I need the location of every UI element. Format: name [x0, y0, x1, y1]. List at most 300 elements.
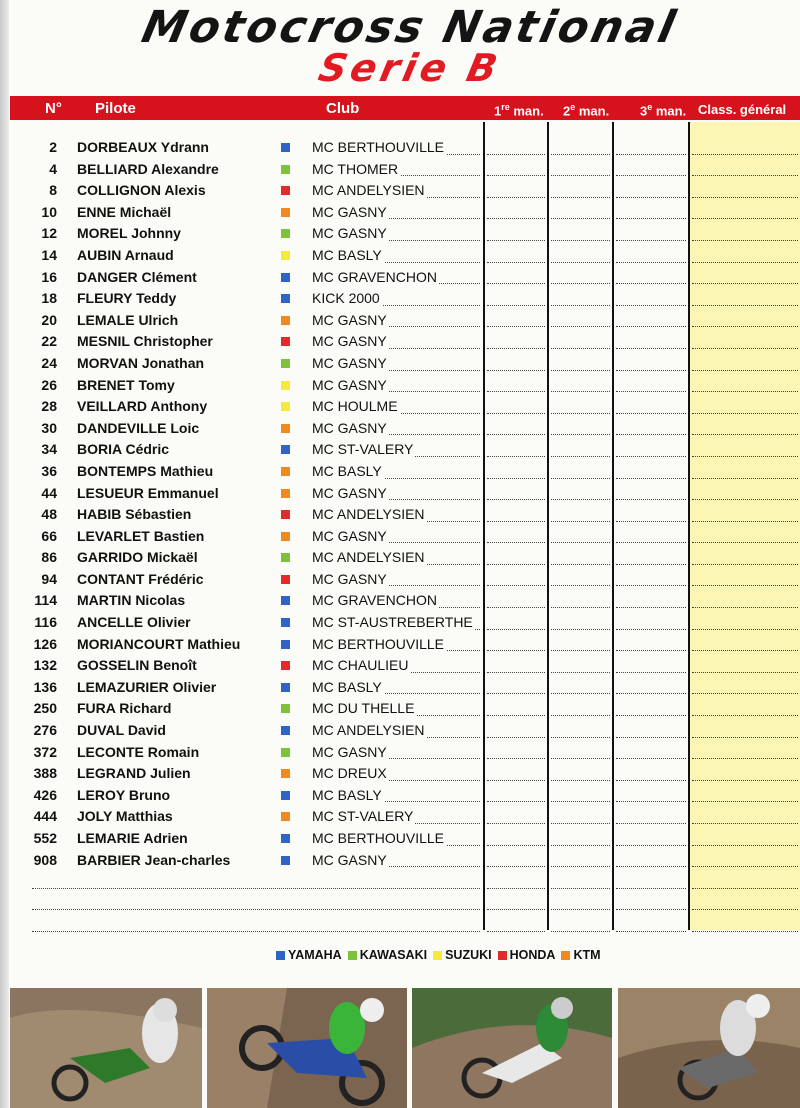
dotted-entry-line [551, 370, 610, 371]
rider-club: MC ANDELYSIEN [312, 722, 425, 739]
rider-number: 36 [41, 462, 57, 479]
dotted-entry-line [692, 197, 798, 198]
dotted-entry-line [692, 521, 798, 522]
brand-color-square [281, 596, 290, 605]
rider-number: 126 [33, 635, 57, 652]
rider-row [0, 222, 800, 244]
brand-color-square [281, 208, 290, 217]
legend-label: YAMAHA [288, 948, 342, 962]
dotted-entry-line [551, 909, 610, 910]
dotted-entry-line [692, 888, 798, 889]
dotted-entry-line [551, 801, 610, 802]
rider-name: BELLIARD Alexandre [77, 160, 219, 177]
rider-club: MC GRAVENCHON [312, 592, 437, 609]
brand-color-square [281, 165, 290, 174]
rider-club: MC GASNY [312, 311, 387, 328]
dotted-entry-line [692, 218, 798, 219]
legend-color-square [348, 951, 357, 960]
rider-club: MC BERTHOUVILLE [312, 830, 444, 846]
rider-number: 8 [49, 182, 57, 199]
rider-name: LESUEUR Emmanuel [77, 484, 219, 501]
brand-color-square [281, 575, 290, 584]
legend-color-square [433, 951, 442, 960]
rider-row [0, 633, 800, 655]
rider-row [0, 287, 800, 309]
rider-row [0, 266, 800, 288]
rider-row [0, 676, 800, 698]
rider-row [0, 179, 800, 201]
dotted-entry-line [692, 542, 798, 543]
rider-name: VEILLARD Anthony [77, 398, 208, 415]
dotted-entry-line [487, 326, 545, 327]
dotted-entry-line [616, 909, 686, 910]
brand-color-square [281, 445, 290, 454]
rider-number: 10 [41, 203, 57, 220]
brand-color-square [281, 316, 290, 325]
dotted-entry-line [487, 197, 545, 198]
rider-club: MC GASNY [312, 419, 387, 436]
rider-number: 552 [33, 830, 57, 846]
dotted-entry-line [551, 629, 610, 630]
dotted-entry-line [616, 305, 686, 306]
rider-club: MC BASLY [312, 786, 382, 803]
rider-number: 908 [33, 851, 57, 868]
dotted-entry-line [692, 305, 798, 306]
rider-name: LECONTE Romain [77, 743, 200, 760]
page-title: Motocross National [137, 2, 683, 53]
dotted-entry-line [616, 175, 686, 176]
dotted-entry-line [551, 758, 610, 759]
rider-name: GOSSELIN Benoît [77, 657, 197, 674]
dotted-entry-line [487, 175, 545, 176]
rider-number: 372 [33, 743, 57, 760]
rider-name: DANGER Clément [77, 268, 197, 285]
dotted-entry-line [616, 240, 686, 241]
dotted-entry-line [551, 823, 610, 824]
legend-item [433, 948, 492, 962]
rider-number: 20 [41, 311, 57, 328]
brand-color-square [281, 532, 290, 541]
brand-color-square [281, 294, 290, 303]
dotted-entry-line [616, 672, 686, 673]
col-pilot: Pilote [95, 100, 136, 117]
dotted-entry-line [551, 262, 610, 263]
rider-name: DANDEVILLE Loic [77, 419, 200, 436]
rider-club: MC GASNY [312, 851, 387, 868]
rider-name: GARRIDO Mickaël [77, 549, 198, 566]
brand-color-square [281, 467, 290, 476]
brand-color-square [281, 640, 290, 649]
dotted-entry-line [692, 478, 798, 479]
legend-color-square [498, 951, 507, 960]
dotted-entry-line [487, 305, 545, 306]
dotted-entry-line [616, 607, 686, 608]
col-general: Class. général [698, 102, 787, 117]
brand-legend [276, 948, 607, 962]
col-club: Club [326, 100, 360, 117]
dotted-entry-line [551, 391, 610, 392]
dotted-entry-line [692, 823, 798, 824]
dotted-entry-line [487, 801, 545, 802]
rider-row [0, 611, 800, 633]
brand-color-square [281, 726, 290, 735]
dotted-entry-line [551, 542, 610, 543]
dotted-entry-line [616, 521, 686, 522]
dotted-entry-line [487, 564, 545, 565]
brand-color-square [281, 791, 290, 800]
brand-color-square [281, 856, 290, 865]
rider-name: LEMAZURIER Olivier [77, 678, 217, 695]
rider-row [0, 482, 800, 504]
brand-color-square [281, 402, 290, 411]
rider-club: MC DU THELLE [312, 700, 415, 717]
dotted-entry-line [487, 391, 545, 392]
rider-row [0, 741, 800, 763]
brand-color-square [281, 229, 290, 238]
rider-number: 66 [41, 527, 57, 544]
dotted-entry-line [616, 370, 686, 371]
rider-number: 94 [41, 570, 57, 587]
dotted-entry-line [551, 154, 610, 155]
dotted-entry-line [616, 650, 686, 651]
dotted-entry-line [616, 737, 686, 738]
rider-name: MORIANCOURT Mathieu [77, 635, 241, 652]
dotted-entry-line [616, 888, 686, 889]
page-subtitle: Serie B [314, 46, 506, 90]
column-divider [688, 122, 690, 930]
motocross-rider-photo-4 [618, 988, 800, 1108]
rider-club: MC DREUX [312, 765, 387, 782]
dotted-entry-line [551, 888, 610, 889]
dotted-entry-line [616, 585, 686, 586]
dotted-entry-line [487, 931, 545, 932]
empty-entry-row [0, 870, 800, 892]
dotted-entry-line [487, 715, 545, 716]
rider-name: LEROY Bruno [77, 786, 171, 803]
dotted-entry-line [692, 564, 798, 565]
brand-color-square [281, 769, 290, 778]
rider-row [0, 827, 800, 849]
rider-name: MARTIN Nicolas [77, 592, 186, 609]
rider-number: 22 [41, 333, 57, 350]
rider-row [0, 762, 800, 784]
col-man1: 1re man. [494, 102, 544, 119]
rider-number: 34 [41, 441, 57, 458]
rider-name: BRENET Tomy [77, 376, 175, 393]
dotted-entry-line [692, 909, 798, 910]
rider-name: BORIA Cédric [77, 441, 170, 458]
rider-number: 26 [41, 376, 57, 393]
dotted-entry-line [551, 607, 610, 608]
dotted-entry-line [616, 434, 686, 435]
dotted-entry-line [692, 370, 798, 371]
dotted-entry-line [487, 456, 545, 457]
dotted-entry-line [487, 758, 545, 759]
dotted-entry-line [551, 175, 610, 176]
dotted-entry-line [487, 262, 545, 263]
dotted-entry-line [692, 693, 798, 694]
brand-color-square [281, 704, 290, 713]
dotted-entry-line [551, 283, 610, 284]
rider-number: 116 [34, 614, 57, 631]
dotted-entry-line [551, 564, 610, 565]
dotted-entry-line [551, 413, 610, 414]
rider-club: MC GASNY [312, 225, 387, 242]
brand-color-square [281, 381, 290, 390]
dotted-entry-line [692, 391, 798, 392]
dotted-entry-line [692, 262, 798, 263]
rider-row [0, 201, 800, 223]
rider-name: JOLY Matthias [77, 808, 173, 825]
dotted-entry-line [487, 283, 545, 284]
dotted-entry-line [551, 499, 610, 500]
dotted-entry-line [692, 175, 798, 176]
photo-strip [0, 988, 800, 1108]
brand-color-square [281, 424, 290, 433]
rider-club: MC GASNY [312, 333, 387, 350]
dotted-entry-line [616, 197, 686, 198]
rider-number: 12 [41, 225, 57, 242]
rider-name: LEGRAND Julien [77, 765, 191, 782]
rider-row [0, 158, 800, 180]
dotted-entry-line [32, 931, 480, 932]
dotted-entry-line [616, 413, 686, 414]
rider-number: 86 [41, 549, 57, 566]
rider-club: MC CHAULIEU [312, 657, 409, 674]
rider-club: MC GASNY [312, 484, 387, 501]
motocross-rider-photo-2 [207, 988, 407, 1108]
rider-row [0, 568, 800, 590]
dotted-entry-line [692, 780, 798, 781]
dotted-entry-line [487, 348, 545, 349]
dotted-entry-line [487, 478, 545, 479]
rider-name: DORBEAUX Ydrann [77, 139, 209, 155]
dotted-entry-line [616, 326, 686, 327]
dotted-entry-line [692, 672, 798, 673]
rider-number: 444 [33, 808, 57, 825]
legend-label: KTM [573, 948, 601, 962]
rider-row [0, 330, 800, 352]
rider-number: 132 [33, 657, 57, 674]
dotted-entry-line [551, 737, 610, 738]
dotted-entry-line [551, 715, 610, 716]
dotted-entry-line [551, 866, 610, 867]
motocross-rider-photo-3 [412, 988, 612, 1108]
rider-name: LEMARIE Adrien [77, 830, 188, 846]
rider-club: MC BERTHOUVILLE [312, 635, 444, 652]
dotted-entry-line [487, 521, 545, 522]
dotted-entry-line [616, 931, 686, 932]
dotted-entry-line [692, 154, 798, 155]
rider-row [0, 654, 800, 676]
dotted-entry-line [551, 585, 610, 586]
rider-name: FLEURY Teddy [77, 290, 177, 307]
rider-name: MOREL Johnny [77, 225, 181, 242]
rider-club: MC GRAVENCHON [312, 268, 437, 285]
dotted-entry-line [487, 434, 545, 435]
brand-color-square [281, 143, 290, 152]
rider-row [0, 525, 800, 547]
rider-row [0, 395, 800, 417]
dotted-entry-line [692, 650, 798, 651]
rider-name: COLLIGNON Alexis [77, 182, 206, 199]
empty-entry-row [0, 892, 800, 914]
rider-number: 250 [33, 700, 57, 717]
dotted-entry-line [551, 197, 610, 198]
dotted-entry-line [692, 283, 798, 284]
brand-color-square [281, 618, 290, 627]
dotted-entry-line [616, 693, 686, 694]
brand-color-square [281, 553, 290, 562]
dotted-entry-line [487, 693, 545, 694]
brand-color-square [281, 489, 290, 498]
dotted-entry-line [487, 780, 545, 781]
dotted-entry-line [551, 218, 610, 219]
dotted-entry-line [616, 866, 686, 867]
brand-color-square [281, 748, 290, 757]
dotted-entry-line [616, 154, 686, 155]
brand-color-square [281, 661, 290, 670]
rider-club: MC GASNY [312, 203, 387, 220]
rider-number: 2 [49, 139, 57, 155]
dotted-entry-line [551, 521, 610, 522]
dotted-entry-line [487, 413, 545, 414]
dotted-entry-line [616, 456, 686, 457]
dotted-entry-line [616, 218, 686, 219]
rider-row [0, 309, 800, 331]
rider-row [0, 503, 800, 525]
legend-item [498, 948, 556, 962]
dotted-entry-line [487, 866, 545, 867]
rider-row [0, 546, 800, 568]
dotted-entry-line [616, 715, 686, 716]
dotted-entry-line [487, 823, 545, 824]
dotted-entry-line [692, 607, 798, 608]
dotted-entry-line [487, 542, 545, 543]
dotted-entry-line [692, 348, 798, 349]
dotted-entry-line [616, 564, 686, 565]
rider-name: LEVARLET Bastien [77, 527, 205, 544]
dotted-entry-line [692, 326, 798, 327]
rider-name: DUVAL David [77, 722, 166, 739]
rider-club: KICK 2000 [312, 290, 380, 307]
rider-row [0, 352, 800, 374]
column-divider [483, 122, 485, 930]
rider-row [0, 417, 800, 439]
rider-row [0, 136, 800, 158]
rider-club: MC GASNY [312, 743, 387, 760]
rider-number: 30 [41, 419, 57, 436]
dotted-entry-line [551, 931, 610, 932]
rider-name: BARBIER Jean-charles [77, 851, 231, 868]
dotted-entry-line [692, 715, 798, 716]
dotted-entry-line [616, 478, 686, 479]
rider-name: AUBIN Arnaud [77, 246, 174, 263]
column-divider [612, 122, 614, 930]
dotted-entry-line [616, 801, 686, 802]
dotted-entry-line [551, 672, 610, 673]
dotted-entry-line [487, 607, 545, 608]
rider-club: MC GASNY [312, 527, 387, 544]
dotted-entry-line [487, 499, 545, 500]
rider-row [0, 784, 800, 806]
dotted-entry-line [487, 629, 545, 630]
dotted-entry-line [551, 650, 610, 651]
rider-number: 4 [49, 160, 57, 177]
rider-row [0, 589, 800, 611]
dotted-entry-line [616, 629, 686, 630]
rider-number: 28 [41, 398, 57, 415]
brand-color-square [281, 251, 290, 260]
dotted-entry-line [487, 672, 545, 673]
dotted-entry-line [692, 758, 798, 759]
dotted-entry-line [616, 499, 686, 500]
rider-name: ENNE Michaël [77, 203, 172, 220]
dotted-entry-line [551, 478, 610, 479]
dotted-entry-line [616, 348, 686, 349]
rider-name: MESNIL Christopher [77, 333, 213, 350]
legend-item [276, 948, 342, 962]
dotted-entry-line [692, 585, 798, 586]
rider-number: 48 [41, 506, 57, 523]
rider-club: MC ANDELYSIEN [312, 549, 425, 566]
rider-number: 24 [41, 354, 57, 371]
rider-table [0, 136, 800, 935]
rider-name: LEMALE Ulrich [77, 311, 179, 328]
dotted-entry-line [692, 737, 798, 738]
rider-club: MC BASLY [312, 246, 382, 263]
dotted-entry-line [692, 413, 798, 414]
brand-color-square [281, 812, 290, 821]
rider-row [0, 849, 800, 871]
dotted-entry-line [487, 845, 545, 846]
brand-color-square [281, 359, 290, 368]
dotted-entry-line [616, 542, 686, 543]
legend-label: KAWASAKI [359, 948, 428, 962]
dotted-entry-line [692, 499, 798, 500]
legend-item [561, 948, 600, 962]
rider-number: 276 [33, 722, 57, 739]
legend-label: HONDA [509, 948, 556, 962]
dotted-entry-line [692, 240, 798, 241]
brand-color-square [281, 683, 290, 692]
rider-number: 426 [33, 786, 57, 803]
dotted-entry-line [487, 888, 545, 889]
table-header [10, 96, 800, 120]
rider-club: MC ST-VALERY [312, 441, 414, 458]
dotted-entry-line [692, 801, 798, 802]
rider-club: MC THOMER [312, 160, 399, 177]
rider-club: MC BERTHOUVILLE [312, 139, 444, 155]
rider-club: MC ANDELYSIEN [312, 506, 425, 523]
dotted-entry-line [487, 218, 545, 219]
dotted-entry-line [551, 434, 610, 435]
rider-name: FURA Richard [77, 700, 172, 717]
dotted-entry-line [692, 434, 798, 435]
empty-entry-row [0, 913, 800, 935]
dotted-entry-line [692, 456, 798, 457]
rider-row [0, 697, 800, 719]
dotted-entry-line [487, 370, 545, 371]
rider-club: MC BASLY [312, 678, 382, 695]
rider-row [0, 438, 800, 460]
rider-club: MC GASNY [312, 570, 387, 587]
legend-color-square [561, 951, 570, 960]
legend-item [348, 948, 427, 962]
col-num: N° [45, 100, 62, 117]
dotted-entry-line [487, 737, 545, 738]
dotted-entry-line [616, 262, 686, 263]
